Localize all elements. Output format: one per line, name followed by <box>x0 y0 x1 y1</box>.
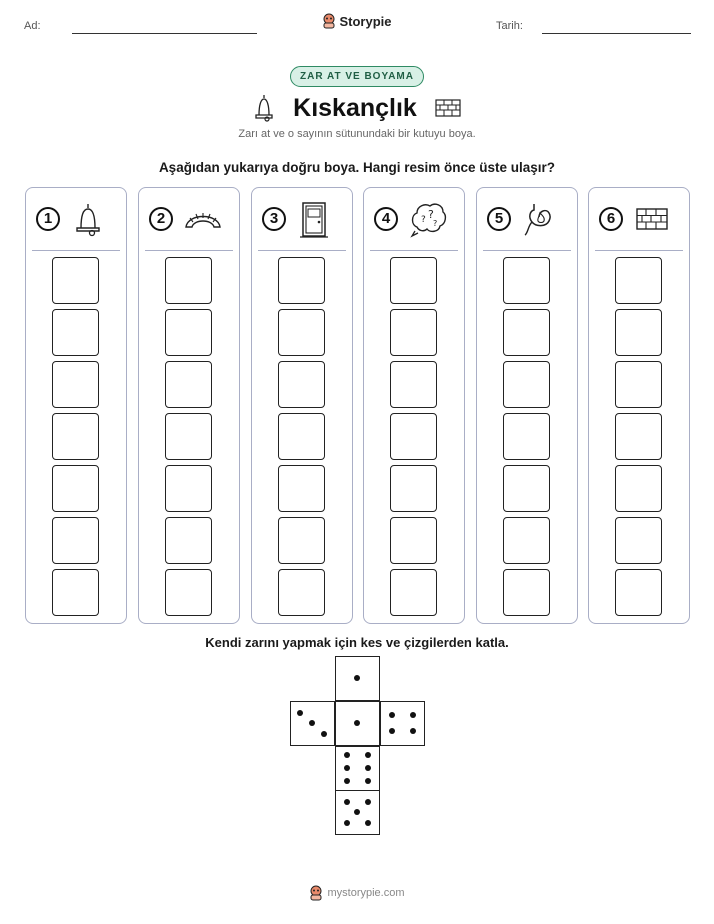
dice-pip <box>321 731 327 737</box>
dice-pip <box>389 712 395 718</box>
question-thought-bubble-icon <box>409 201 447 239</box>
color-box[interactable] <box>278 309 325 356</box>
dice-face-6 <box>335 746 380 791</box>
dice-pip <box>344 778 350 784</box>
svg-text:?: ? <box>433 219 438 228</box>
svg-text:?: ? <box>421 215 426 225</box>
color-box[interactable] <box>615 517 662 564</box>
color-box[interactable] <box>503 413 550 460</box>
color-box[interactable] <box>52 465 99 512</box>
color-box[interactable] <box>390 257 437 304</box>
color-box[interactable] <box>615 257 662 304</box>
color-box[interactable] <box>52 569 99 616</box>
dice-pip <box>344 799 350 805</box>
dice-pip <box>354 720 360 726</box>
svg-text:?: ? <box>428 208 434 221</box>
dice-pip <box>344 765 350 771</box>
color-box[interactable] <box>278 465 325 512</box>
stomach-fire-icon <box>522 201 558 239</box>
dice-pip <box>354 809 360 815</box>
color-box[interactable] <box>165 465 212 512</box>
color-box[interactable] <box>278 517 325 564</box>
color-box[interactable] <box>390 465 437 512</box>
color-box[interactable] <box>52 413 99 460</box>
color-box[interactable] <box>503 361 550 408</box>
dice-pip <box>389 728 395 734</box>
column-number: 1 <box>36 207 60 231</box>
storypie-logo-icon <box>309 885 323 901</box>
dice-pip <box>410 712 416 718</box>
storypie-logo-icon <box>322 13 336 29</box>
dice-face-4 <box>380 701 425 746</box>
column-3 <box>251 187 353 624</box>
page-title: Kıskançlık <box>293 93 417 122</box>
color-box[interactable] <box>615 465 662 512</box>
color-box[interactable] <box>503 309 550 356</box>
color-box[interactable] <box>52 361 99 408</box>
color-box[interactable] <box>52 309 99 356</box>
title-row <box>0 90 714 126</box>
dice-instruction: Kendi zarını yapmak için kes ve çizgilerden katla. <box>205 635 509 650</box>
dice-pip <box>365 799 371 805</box>
color-box[interactable] <box>503 569 550 616</box>
color-box[interactable] <box>503 465 550 512</box>
footer <box>0 885 714 906</box>
column-number: 4 <box>374 207 398 231</box>
column-2 <box>138 187 240 624</box>
color-box[interactable] <box>615 413 662 460</box>
column-6 <box>588 187 690 624</box>
dice-pip <box>344 752 350 758</box>
color-box[interactable] <box>615 361 662 408</box>
color-box[interactable] <box>615 309 662 356</box>
instruction: Aşağıdan yukarıya doğru boya. Hangi resim önce üste ulaşır? <box>158 160 556 175</box>
column-4 <box>363 187 465 624</box>
color-box[interactable] <box>278 257 325 304</box>
bell-icon <box>71 201 105 237</box>
dice-pip <box>365 778 371 784</box>
dice-pip <box>344 820 350 826</box>
column-number: 5 <box>487 207 511 231</box>
bell-icon <box>253 93 275 123</box>
door-icon <box>297 201 331 239</box>
brick-wall-icon <box>634 201 670 237</box>
dice-pip <box>410 728 416 734</box>
name-label: Ad: <box>24 20 41 32</box>
column-number: 6 <box>599 207 623 231</box>
color-box[interactable] <box>390 309 437 356</box>
color-box[interactable] <box>165 361 212 408</box>
footer-url: mystorypie.com <box>327 887 405 899</box>
dice-pip <box>365 752 371 758</box>
category-badge: ZAR AT VE BOYAMA <box>290 66 424 87</box>
dice-face-1 <box>335 701 380 746</box>
color-box[interactable] <box>503 257 550 304</box>
color-box[interactable] <box>390 361 437 408</box>
date-line <box>542 33 691 34</box>
color-box[interactable] <box>278 569 325 616</box>
dice-face-3 <box>290 701 335 746</box>
color-box[interactable] <box>52 257 99 304</box>
color-box[interactable] <box>503 517 550 564</box>
dice-face-1 <box>335 656 380 701</box>
stone-bridge-icon <box>184 201 222 237</box>
column-5 <box>476 187 578 624</box>
color-box[interactable] <box>165 569 212 616</box>
color-box[interactable] <box>390 517 437 564</box>
color-box[interactable] <box>52 517 99 564</box>
brand <box>0 13 714 34</box>
color-box[interactable] <box>165 309 212 356</box>
column-number: 2 <box>149 207 173 231</box>
dice-pip <box>309 720 315 726</box>
column-number: 3 <box>262 207 286 231</box>
color-box[interactable] <box>278 413 325 460</box>
color-box[interactable] <box>165 257 212 304</box>
color-box[interactable] <box>390 413 437 460</box>
brand-name: Storypie <box>339 13 392 29</box>
date-label: Tarih: <box>496 20 523 32</box>
color-box[interactable] <box>165 413 212 460</box>
dice-pip <box>297 710 303 716</box>
dice-pip <box>354 675 360 681</box>
color-box[interactable] <box>165 517 212 564</box>
dice-pip <box>365 765 371 771</box>
column-1 <box>25 187 127 624</box>
dice-face-5 <box>335 790 380 835</box>
color-box[interactable] <box>615 569 662 616</box>
color-box[interactable] <box>278 361 325 408</box>
dice-pip <box>365 820 371 826</box>
color-box[interactable] <box>390 569 437 616</box>
subtitle: Zarı at ve o sayının sütunundaki bir kutuyu boya. <box>238 128 476 140</box>
brick-wall-icon <box>435 99 461 117</box>
